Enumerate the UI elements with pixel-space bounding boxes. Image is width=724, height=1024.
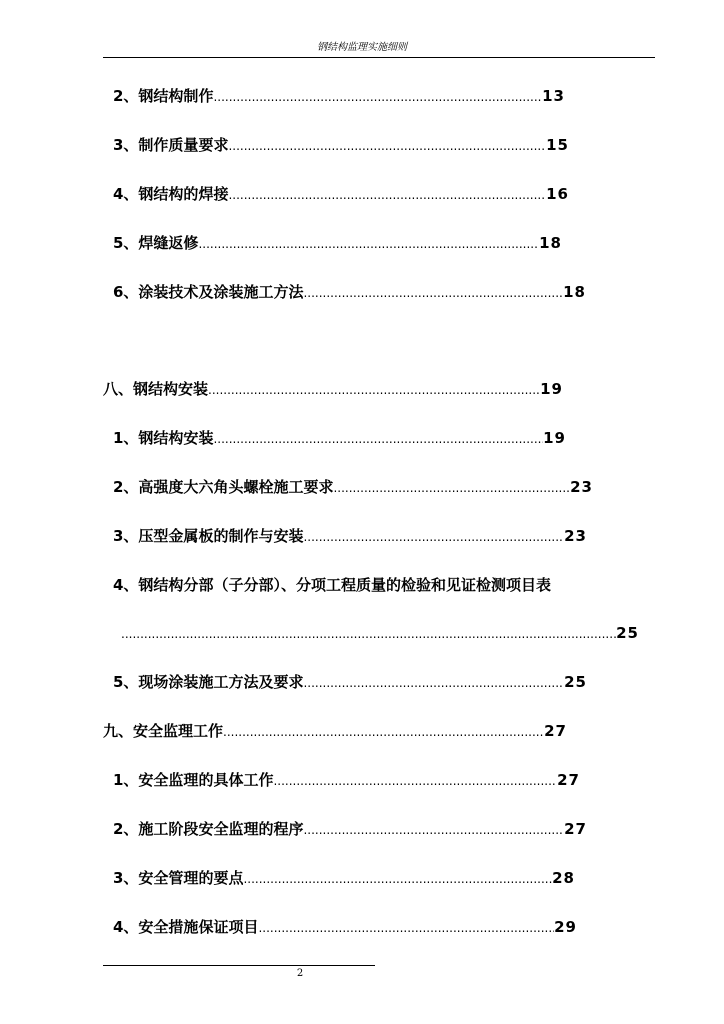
toc-entry[interactable] [113,85,565,107]
toc-entry[interactable] [113,281,586,303]
toc-entry-title: 2、高强度大六角头螺栓施工要求 [113,478,334,496]
footer-divider [103,965,375,966]
toc-leader-dots [303,819,564,840]
toc-entry-title: 3、制作质量要求 [113,136,229,154]
toc-entry-page: 16 [546,185,569,203]
header-divider [103,57,655,58]
toc-entry[interactable] [113,818,587,840]
toc-entry-page: 19 [543,429,566,447]
toc-entry-title: 九、安全监理工作 [103,722,224,740]
toc-entry-page: 27 [544,722,567,740]
toc-entry-page: 13 [542,87,565,105]
toc-entry-title: 3、安全管理的要点 [113,869,244,887]
toc-entry[interactable] [113,574,633,596]
toc-entry[interactable] [113,671,587,693]
toc-entry-page: 15 [546,136,569,154]
toc-leader-dots [243,868,552,889]
toc-entry-title: 2、施工阶段安全监理的程序 [113,820,304,838]
toc-leader-dots [223,721,544,742]
toc-entry-page: 19 [540,380,563,398]
toc-entry-title: 1、安全监理的具体工作 [113,771,274,789]
toc-entry[interactable] [113,525,587,547]
toc-entry[interactable] [113,867,575,889]
toc-entry-title: 4、钢结构的焊接 [113,185,229,203]
toc-entry-page: 23 [564,527,587,545]
toc-leader-dots [303,282,563,303]
toc-leader-dots [213,428,543,449]
toc-entry-page: 27 [564,820,587,838]
toc-entry-title: 5、现场涂装施工方法及要求 [113,673,304,691]
toc-entry[interactable] [113,183,569,205]
toc-entry-page: 25 [564,673,587,691]
toc-entry[interactable] [113,427,566,449]
toc-leader-dots [198,233,539,254]
toc-leader-dots [333,477,570,498]
toc-entry[interactable] [113,232,562,254]
header-title: 钢结构监理实施细则 [317,42,407,53]
toc-entry-title: 1、钢结构安装 [113,429,214,447]
page-number: 2 [296,968,304,979]
toc-leader-dots [213,86,542,107]
toc-entry[interactable] [113,134,569,156]
toc-leader-dots [273,770,557,791]
toc-leader-dots [121,623,616,644]
toc-leader-dots [228,135,546,156]
toc-entry[interactable] [113,476,593,498]
toc-entry-page: 28 [552,869,575,887]
toc-entry-page: 23 [570,478,593,496]
toc-entry-continuation[interactable] [121,622,639,644]
toc-entry-title: 4、钢结构分部（子分部）、分项工程质量的检验和见证检测项目表 [113,576,551,594]
toc-entry-title: 八、钢结构安装 [103,380,209,398]
toc-entry[interactable] [113,916,577,938]
toc-entry-page: 18 [563,283,586,301]
toc-leader-dots [258,917,554,938]
toc-leader-dots [208,379,540,400]
toc-leader-dots [303,526,564,547]
toc-entry-title: 6、涂装技术及涂装施工方法 [113,283,304,301]
toc-section[interactable] [103,378,563,400]
toc-entry-title: 3、压型金属板的制作与安装 [113,527,304,545]
toc-entry[interactable] [113,769,580,791]
toc-section[interactable] [103,720,567,742]
toc-entry-page: 27 [557,771,580,789]
toc-leader-dots [303,672,564,693]
toc-entry-page: 29 [554,918,577,936]
toc-entry-title: 5、焊缝返修 [113,234,199,252]
toc-entry-title: 2、钢结构制作 [113,87,214,105]
toc-entry-title: 4、安全措施保证项目 [113,918,259,936]
toc-entry-page: 18 [539,234,562,252]
toc-leader-dots [228,184,546,205]
toc-entry-page: 25 [616,624,639,642]
